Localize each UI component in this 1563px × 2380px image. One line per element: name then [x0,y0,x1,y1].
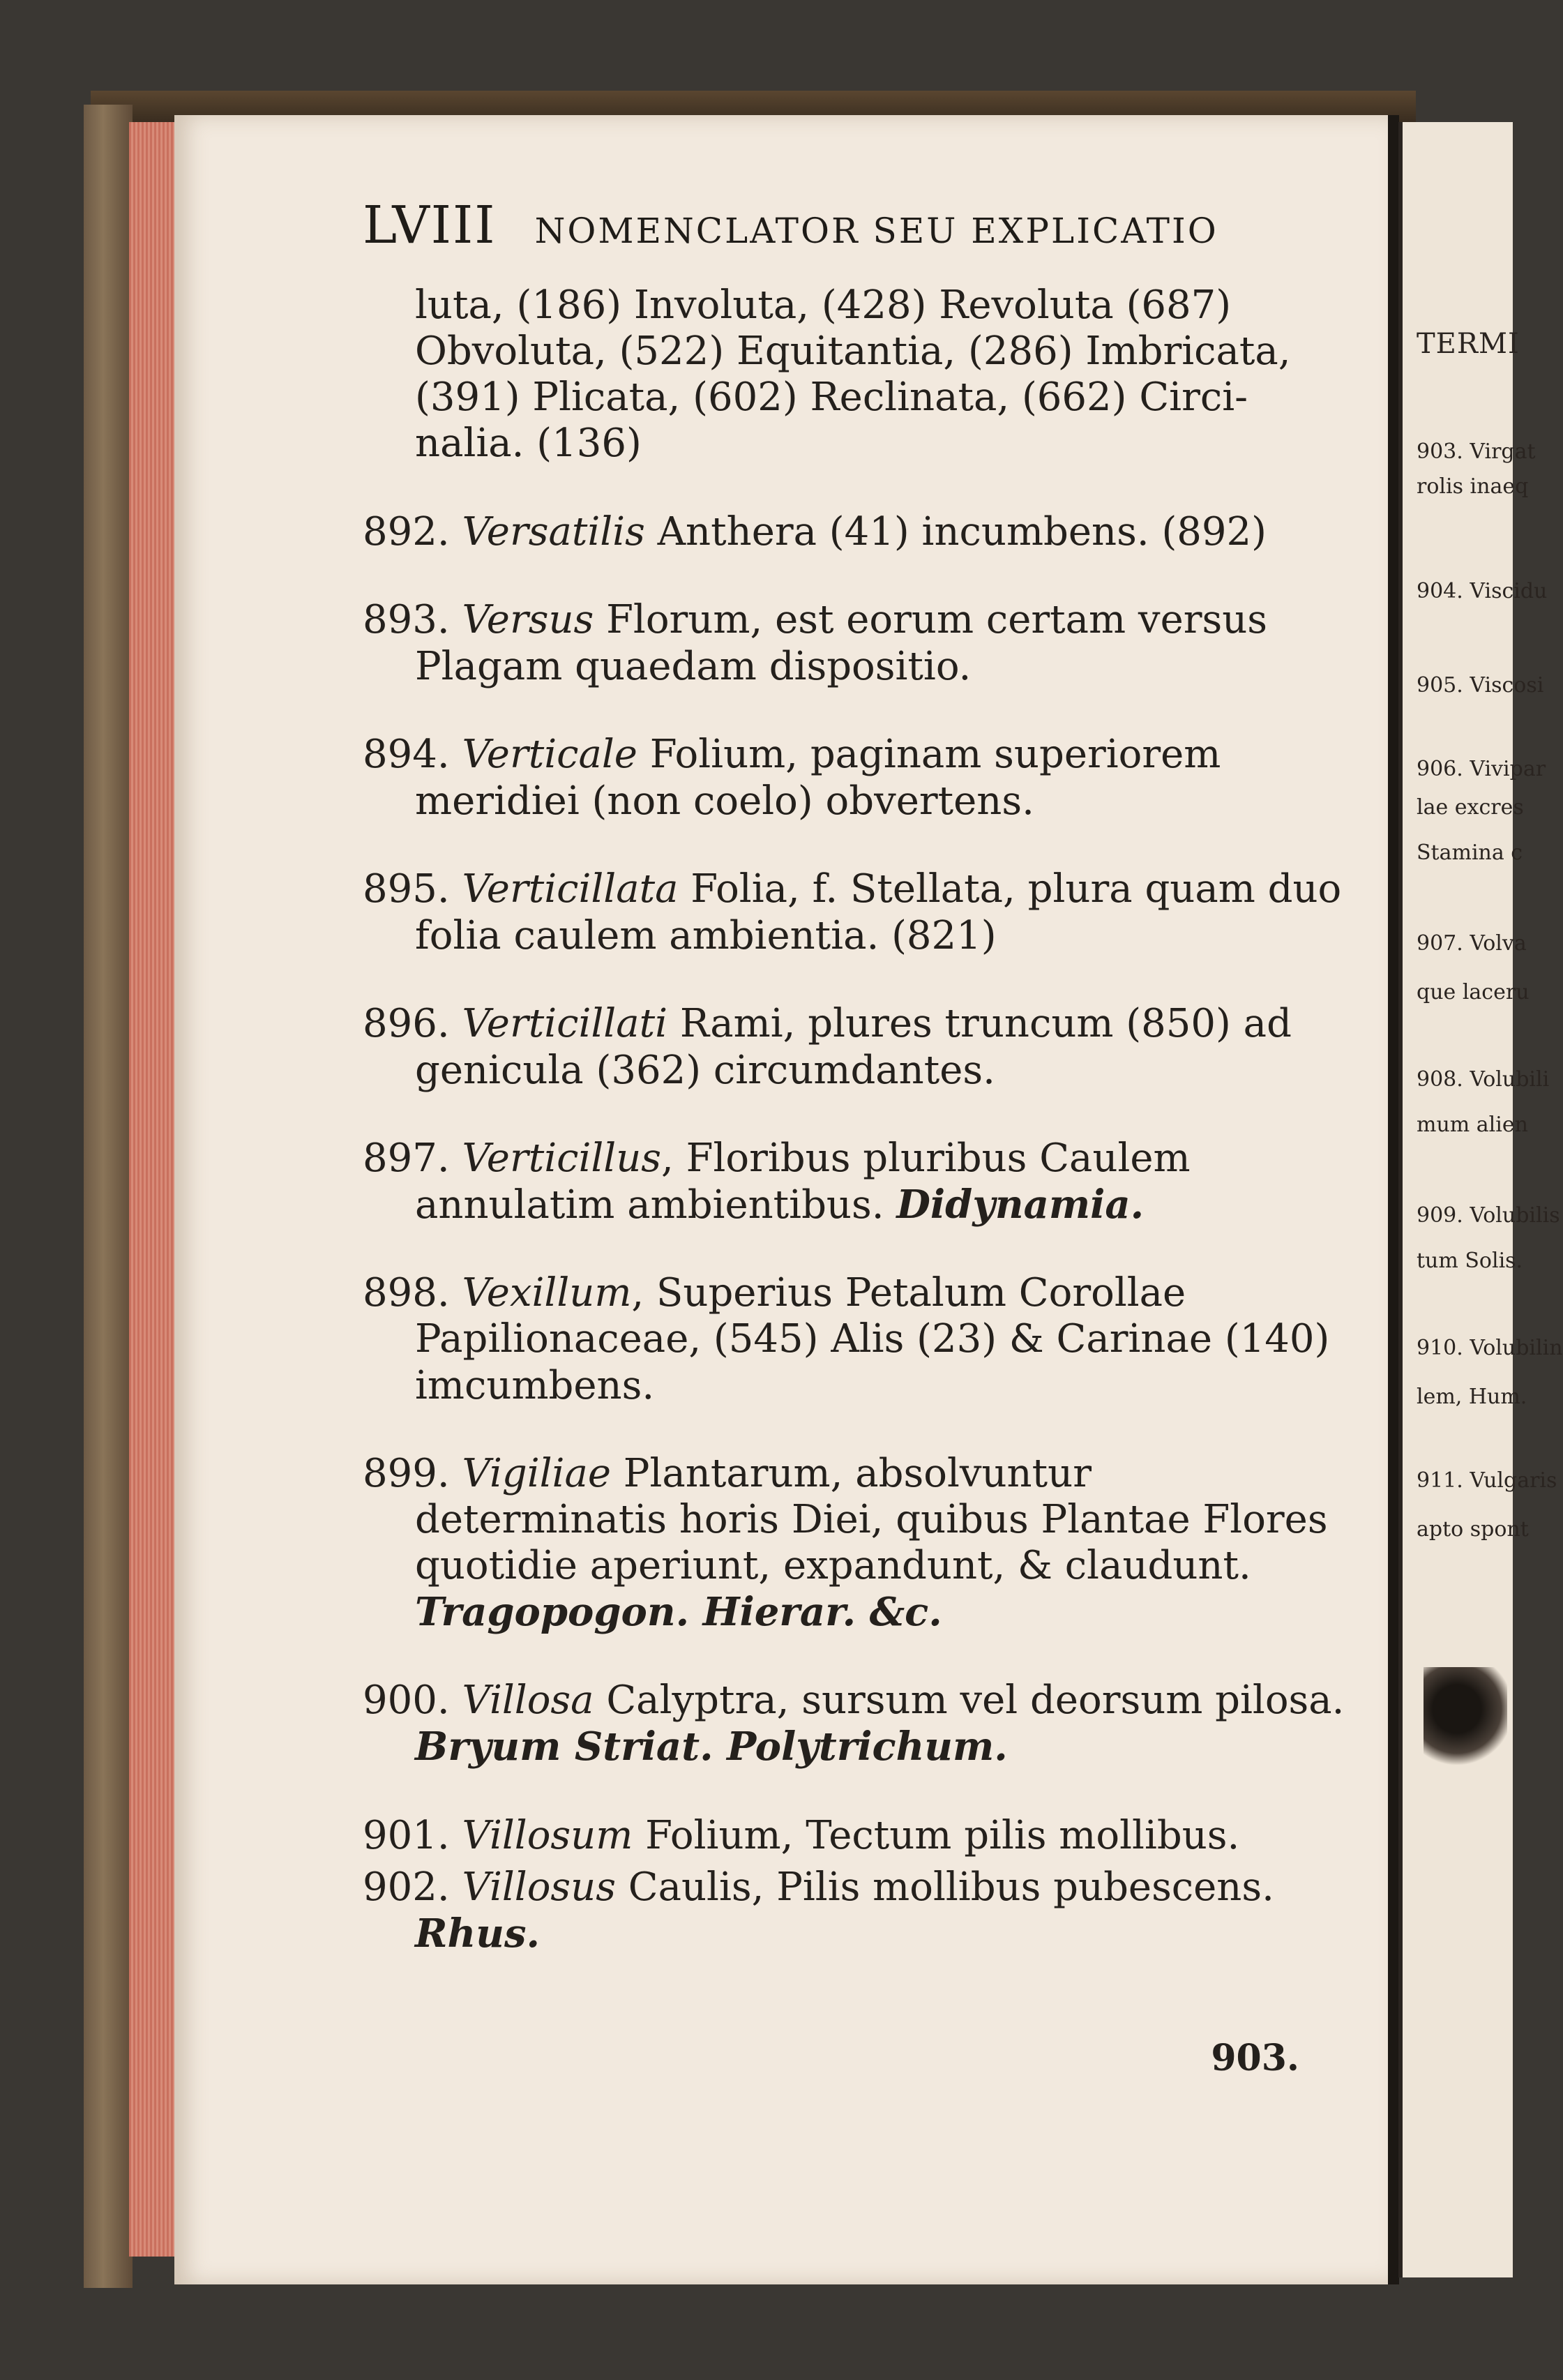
right-page-line: 903. Virgat [1417,439,1536,464]
entry-examples: Didynamia. [896,1182,1145,1228]
right-page-line: 905. Viscosi [1417,673,1544,698]
entry-902 [363,1865,1353,1957]
entry-text: Rami, plures truncum (850) ad genicula (362) circumdantes. [415,1001,1292,1093]
entry-number: 893. [363,597,450,642]
printer-ornament [1424,1667,1507,1772]
entry-term: Vexillum [462,1270,632,1316]
right-page-line: lae excres [1417,795,1524,820]
page-edges [129,122,178,2257]
entry-number: 902. [363,1865,450,1910]
entry-term: Vigiliae [462,1451,611,1496]
entry-898 [363,1270,1353,1409]
entry-901 [363,1812,1353,1859]
gutter [1388,115,1399,2284]
page-header [363,195,1339,255]
right-page-head: TERMI [1417,328,1520,360]
right-page-line: Stamina c [1417,841,1523,865]
entry-text: , Floribus pluribus Caulem annulatim ambientibus. [415,1136,1191,1228]
entry-number: 901. [363,1813,450,1858]
continuation-line: (391) Plicata, (602) Reclinata, (662) Circi- [415,375,1248,420]
book-cover-left [84,105,133,2288]
entry-term: Verticillati [462,1001,668,1046]
entry-number: 897. [363,1136,450,1181]
page-number: LVIII [363,195,497,255]
entry-term: Versatilis [462,509,645,555]
entry-text: Folia, f. Stellata, plura quam duo folia caulem ambientia. (821) [415,866,1342,958]
entry-number: 900. [363,1678,450,1723]
entry-number: 895. [363,866,450,912]
right-page-line: rolis inaeq [1417,474,1529,499]
entry-896 [363,1001,1353,1094]
right-page-line: que laceru [1417,980,1530,1004]
entry-number: 892. [363,509,450,555]
entry-text: Anthera (41) incumbens. (892) [644,509,1267,555]
entry-text: Folium, Tectum pilis mollibus. [633,1813,1240,1858]
continuation-line: nalia. (136) [415,421,642,466]
entry-term: Verticillata [462,866,679,912]
entry-text: Florum, est eorum certam versus Plagam quaedam dispositio. [415,597,1268,689]
entry-894 [363,732,1353,824]
entry-893 [363,597,1353,690]
entry-term: Villosus [462,1865,616,1910]
entry-term: Verticillus [462,1136,662,1181]
entry-term: Versus [462,597,594,642]
running-head: NOMENCLATOR SEU EXPLICATIO [534,211,1218,251]
entry-892 [363,509,1353,555]
right-page-line: mum alien [1417,1113,1528,1137]
entry-number: 899. [363,1451,450,1496]
right-page-line: tum Solis. [1417,1249,1523,1273]
entry-number: 898. [363,1270,450,1316]
entry-term: Villosa [462,1678,594,1723]
entry-term: Villosum [462,1813,633,1858]
entry-text: Folium, paginam superiorem meridiei (non coelo) obvertens. [415,732,1221,824]
right-page-line: 904. Viscidu [1417,579,1548,603]
entry-895 [363,866,1353,959]
entry-899 [363,1451,1353,1636]
entry-number: 894. [363,732,450,777]
entry-term: Verticale [462,732,637,777]
right-page-line: lem, Hum. [1417,1385,1527,1409]
right-page-line: apto spont [1417,1517,1529,1542]
right-page-line: 910. Volubilin [1417,1336,1563,1360]
right-page-line: 907. Volva [1417,931,1527,956]
entry-text: Caulis, Pilis mollibus pubescens. [615,1865,1274,1910]
right-page-line: 906. Vivipar [1417,757,1546,781]
entry-897 [363,1136,1353,1228]
entry-examples: Bryum Striat. Polytrichum. [415,1724,1008,1770]
entry-text: Plantarum, absolvuntur determinatis horis Diei, quibus Plantae Flores quotidie aperiunt, expandunt, & claudunt. [415,1451,1328,1588]
entry-900 [363,1678,1353,1770]
right-page-line: 911. Vulgaris [1417,1468,1557,1493]
right-page [1398,122,1563,2277]
entry-number: 896. [363,1001,450,1046]
entry-text: Calyptra, sursum vel deorsum pilosa. [594,1678,1345,1723]
continuation-line: luta, (186) Involuta, (428) Revoluta (687) [415,283,1232,328]
continuation-line: Obvoluta, (522) Equitantia, (286) Imbricata, [415,329,1291,374]
page-content [363,283,1353,1957]
entry-text: , Superius Petalum Corollae Papilionaceae, (545) Alis (23) & Carinae (140) imcumbens. [415,1270,1330,1408]
right-page-line: 908. Volubili [1417,1067,1550,1092]
catchword: 903. [1211,2037,1299,2079]
right-page-line: 909. Volubilis [1417,1203,1560,1228]
entry-examples: Tragopogon. Hierar. &c. [415,1589,942,1635]
entry-examples: Rhus. [415,1911,540,1957]
